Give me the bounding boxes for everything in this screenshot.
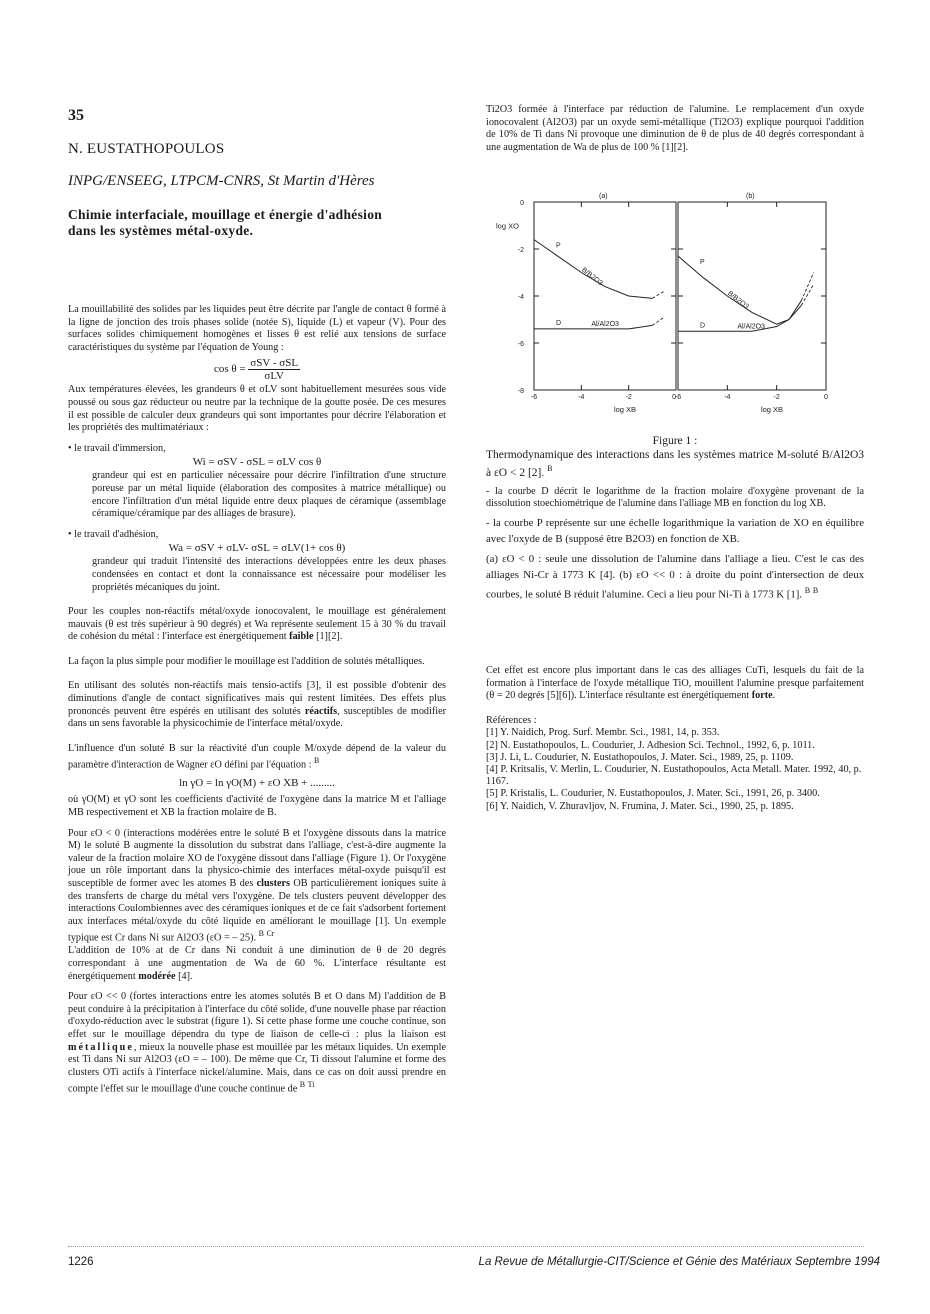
page-section-number: 35 bbox=[68, 107, 84, 124]
reference-item: [4] P. Kritsalis, V. Merlin, L. Coudurier, N. Eustathopoulos, Acta Metall. Mater. 1992, 40, p. 1167. bbox=[486, 763, 862, 788]
bullet-adhesion: • le travail d'adhésion, bbox=[68, 528, 159, 540]
y-tick-label: -6 bbox=[517, 341, 524, 348]
paragraph-measurements: Aux températures élevées, les grandeurs θ et σLV sont habituellement mesurées sous vide poussé ou sous gaz réducteur ou neutre par la technique de la goutte posée. De ces mesures il est possible de calculer deux grandeurs qui sont importantes pour décrire l'élaboration et les propriétés des multimatériaux : bbox=[68, 384, 446, 434]
paragraph-intro: La mouillabilité des solides par les liquides peut être décrite par l'angle de contact θ formé à la ligne de jonction des trois phases solide (notée S), liquide (L) et vapeur (V). Pour des surfaces solides chimiquement homogènes et lisses θ est relié aux tensions de surface caractéristiques du système par l'équation de Young : bbox=[68, 304, 446, 353]
footer-journal: La Revue de Métallurgie-CIT/Science et Génie des Matériaux Septembre 1994 bbox=[478, 1256, 880, 1268]
series-label-d: Al/Al2O3 bbox=[591, 320, 619, 328]
reference-item: [3] J. Li, L. Coudurier, N. Eustathopoulos, J. Mater. Sci., 1989, 25, p. 1109. bbox=[486, 751, 794, 763]
y-tick-label: 0 bbox=[520, 200, 524, 207]
panel-label: (b) bbox=[746, 193, 755, 200]
y-axis-label: log XO bbox=[496, 221, 519, 231]
series-name-p: P bbox=[700, 259, 705, 267]
adhesion-equation: Wa = σSV + σLV- σSL = σLV(1+ cos θ) bbox=[168, 542, 346, 555]
caption-curve-d: - la courbe D décrit le logarithme de la fraction molaire d'oxygène provenant de la dissolution stoechiométrique de l'alumine dans l'alliage MB en fonction du log XB. bbox=[486, 485, 864, 510]
y-tick-label: -8 bbox=[517, 388, 524, 395]
superscript-cr: Cr bbox=[266, 929, 275, 939]
wagner-superscript: B bbox=[313, 756, 320, 766]
superscript-b: B bbox=[258, 929, 264, 939]
references-title: Références : bbox=[486, 714, 537, 726]
caption-superscript-b: B bbox=[812, 586, 819, 596]
reference-item: [6] Y. Naidich, V. Zhuravljov, N. Frumina, J. Mater. Sci., 1990, 25, p. 1895. bbox=[486, 800, 794, 812]
x-axis-label: log XB bbox=[760, 405, 784, 414]
young-equation bbox=[68, 357, 446, 382]
superscript-b2: B bbox=[299, 1080, 306, 1090]
series-label-p: B/B2O3 bbox=[726, 290, 750, 311]
right-column-lower bbox=[486, 665, 864, 813]
series-name-p: P bbox=[556, 242, 561, 250]
young-lhs: cos θ = bbox=[213, 363, 246, 376]
paragraph-moderate-interactions: Pour εO < 0 (interactions modérées entre le soluté B et l'oxygène dissouts dans la matrice M) le soluté B augmente la dissolution du substrat dans l'alliage, c'est-à-dire augmente la valeur de la fraction molaire XO de l'oxygène dissout dans l'alliage (Figure 1). Or l'oxygène joue un rôle important dans la physico-chimie des interfaces métal-oxyde puisqu'il est susceptible de former avec les atomes B des clusters OB particulièrement ioniques suite à des transferts de charge du métal vers l'oxygène. De tels clusters peuvent développer des interactions Coulombiennes avec des céramiques ioniques et de ce fait s'adsorbent fortement aux interfaces métal/oxyde du côté liquide en améliorant le mouillage [1]. Un exemple typique est Cr dans Ni sur Al2O3 (εO = – 25). $^B$ $^{Cr}$ bbox=[68, 827, 446, 944]
author-name: N. EUSTATHOPOULOS bbox=[68, 141, 225, 157]
x-tick-label: -4 bbox=[724, 394, 731, 401]
paragraph-nonreactive: Pour les couples non-réactifs métal/oxyde ionocovalent, le mouillage est généralement mauvais (θ est très supérieur à 90 degrés) et Wa représente seulement 15 à 30 % du travail de cohésion du métal : l'interface est énergétiquement faible [1][2]. bbox=[68, 606, 446, 643]
x-tick-label: -4 bbox=[578, 394, 585, 401]
curve-p bbox=[534, 240, 652, 299]
y-tick-label: -2 bbox=[517, 247, 524, 254]
title-line-2: dans les systèmes métal-oxyde. bbox=[68, 223, 254, 238]
affiliation: INPG/ENSEEG, LTPCM-CNRS, St Martin d'Hères bbox=[68, 173, 375, 189]
paragraph-solutes: La façon la plus simple pour modifier le mouillage est l'addition de solutés métalliques. bbox=[68, 655, 425, 667]
footer-rule bbox=[68, 1246, 864, 1247]
x-tick-label: -2 bbox=[773, 394, 780, 401]
x-axis-label: log XB bbox=[613, 405, 637, 414]
figure-1-chart bbox=[486, 182, 866, 420]
x-tick-label: 0 bbox=[824, 394, 828, 401]
y-tick-label: -4 bbox=[517, 294, 524, 301]
paragraph-activity-coefficients: où γO(M) et γO sont les coefficients d'activité de l'oxygène dans la matrice M et l'alliage MB respectivement et XB la fraction molaire de B. bbox=[68, 794, 446, 819]
x-tick-label: 0 bbox=[672, 394, 676, 401]
curve-p bbox=[678, 256, 801, 324]
bullet-immersion: • le travail d'immersion, bbox=[68, 442, 166, 454]
curve-d-dashed bbox=[801, 284, 813, 305]
young-fraction bbox=[248, 357, 300, 382]
young-denominator: σLV bbox=[264, 370, 284, 383]
reference-item: [5] P. Kristalis, L. Coudurier, N. Eustathopoulos, J. Mater. Sci., 1991, 26, p. 3400. bbox=[486, 788, 820, 800]
x-tick-label: -2 bbox=[625, 394, 632, 401]
series-label-d: Al/Al2O3 bbox=[737, 323, 765, 331]
paragraph-wagner: L'influence d'un soluté B sur la réactivité d'un couple M/oxyde dépend de la valeur du paramètre d'interaction de Wagner εO défini par l'équation : $^B$ bbox=[68, 742, 446, 771]
caption-superscript: B bbox=[547, 464, 553, 473]
paragraph-ti2o3: Ti2O3 formée à l'interface par réduction de l'alumine. Le remplacement d'un oxyde ionocovalent (Al2O3) par un oxyde semi-métallique (Ti2O3) explique pourquoi l'addition de 10% de Ti dans Ni provoque une diminution de θ de plus de 40 degrés correspondant à une augmentation de Wa de plus de 100 % [1][2]. bbox=[486, 104, 864, 153]
panel-frame bbox=[534, 202, 676, 390]
caption-cases: (a) εO < 0 : seule une dissolution de l'alumine dans l'alliage a lieu. C'est le cas des alliages Ni-Cr à 1773 K [4]. (b) εO << 0 : à droite du point d'intersection de deux courbes, le soluté B réduit l'alumine. Ceci a lieu pour Ni-Ti à 1773 K [1]. $^B$ $^B$ bbox=[486, 553, 864, 601]
reference-item: [2] N. Eustathopoulos, L. Coudurier, J. Adhesion Sci. Technol., 1992, 6, p. 1011. bbox=[486, 739, 815, 751]
curve-p-dashed bbox=[652, 291, 664, 298]
caption-curve-p: - la courbe P représente sur une échelle logarithmique la variation de XO en équilibre avec l'oxyde de B (supposé être B2O3) en fonction de XB. bbox=[486, 517, 864, 546]
caption-superscript-a: B bbox=[804, 586, 811, 596]
paragraph-immersion: grandeur qui est en particulier nécessaire pour décrire l'infiltration d'une structure poreuse par un métal liquide (élaboration des composites à matrice métallique) ou encore l'infiltration d'un métal liquide entre deux plaques de céramique (assemblage céramique/céramique par des alliages de brasure). bbox=[92, 470, 446, 520]
series-name-d: D bbox=[556, 319, 562, 327]
title-line-1: Chimie interfaciale, mouillage et énergie d'adhésion bbox=[68, 207, 383, 222]
references-list bbox=[486, 727, 864, 812]
paragraph-cuti: Cet effet est encore plus important dans le cas des alliages CuTi, lesquels du fait de la formation à l'interface de l'oxyde métallique TiO, mouillent l'alumine presque parfaitement (θ = 20 degrés [5][6]). L'interface résultante est énergétiquement forte. bbox=[486, 665, 864, 702]
paragraph-tensioactive: En utilisant des solutés non-réactifs mais tensio-actifs [3], il est possible d'obtenir des diminutions d'angle de contact significatives mais qui restent limitées. Des effets plus prononcés peuvent être espérés en utilisant des solutés réactifs, susceptibles de modifier dans un sens favorable la physicochimie de l'interface métal/oxyde. bbox=[68, 680, 446, 730]
caption-title: Figure 1 : bbox=[652, 435, 698, 447]
series-label-p: B/B2O3 bbox=[580, 266, 604, 288]
paragraph-cr-addition: L'addition de 10% at de Cr dans Ni conduit à une diminution de θ de 20 degrés correspondant à une augmentation de Wa de 60 %. L'interface résultante est énergétiquement modérée [4]. bbox=[68, 945, 446, 982]
left-column bbox=[68, 304, 446, 1096]
x-tick-label: -6 bbox=[674, 394, 682, 401]
series-name-d: D bbox=[700, 322, 706, 330]
x-tick-label: -6 bbox=[530, 394, 538, 401]
paragraph-adhesion: grandeur qui traduit l'intensité des interactions développées entre les deux phases condensées en contact et dont la connaissance est nécessaire pour modéliser les propriétés mécaniques du joint. bbox=[92, 556, 446, 593]
wagner-equation: ln γO = ln γO(M) + εO XB + ......... bbox=[179, 777, 335, 790]
caption-heading: Thermodynamique des interactions dans les systèmes matrice M-soluté B/Al2O3 à εO < 2 [2]. $^B$ bbox=[486, 449, 864, 479]
young-numerator: σSV - σSL bbox=[250, 357, 299, 370]
paragraph-strong-interactions: Pour εO << 0 (fortes interactions entre les atomes solutés B et O dans M) l'addition de B peut conduire à la précipitation à l'interface du côté solide, d'une nouvelle phase par réaction d'oxydo-réduction avec le substrat (figure 1). Si cette phase forme une couche continue, son effet sur le mouillage dépendra du type de liaison de celle-ci : plus la liaison est métallique, mieux la nouvelle phase est mouillée par les métaux liquides. Un exemple est Ti dans Ni sur Al2O3 (εO = – 100). De même que Cr, Ti dissout l'alumine et forme des clusters OTi actifs à l'interface nickel/alumine. Mais, dans ce cas on doit aussi prendre en compte l'effet sur le mouillage d'une couche continue de $^B$ $^{Ti}$ bbox=[68, 991, 446, 1095]
reference-item: [1] Y. Naidich, Prog. Surf. Membr. Sci., 1981, 14, p. 353. bbox=[486, 727, 720, 739]
figure-caption bbox=[486, 434, 864, 603]
footer-page-number: 1226 bbox=[68, 1256, 94, 1268]
right-column-top bbox=[486, 104, 864, 154]
curve-d-dashed bbox=[652, 317, 664, 325]
superscript-ti: Ti bbox=[307, 1080, 315, 1090]
immersion-equation: Wi = σSV - σSL = σLV cos θ bbox=[192, 456, 322, 469]
article-title bbox=[68, 207, 448, 239]
panel-label: (a) bbox=[599, 193, 608, 200]
